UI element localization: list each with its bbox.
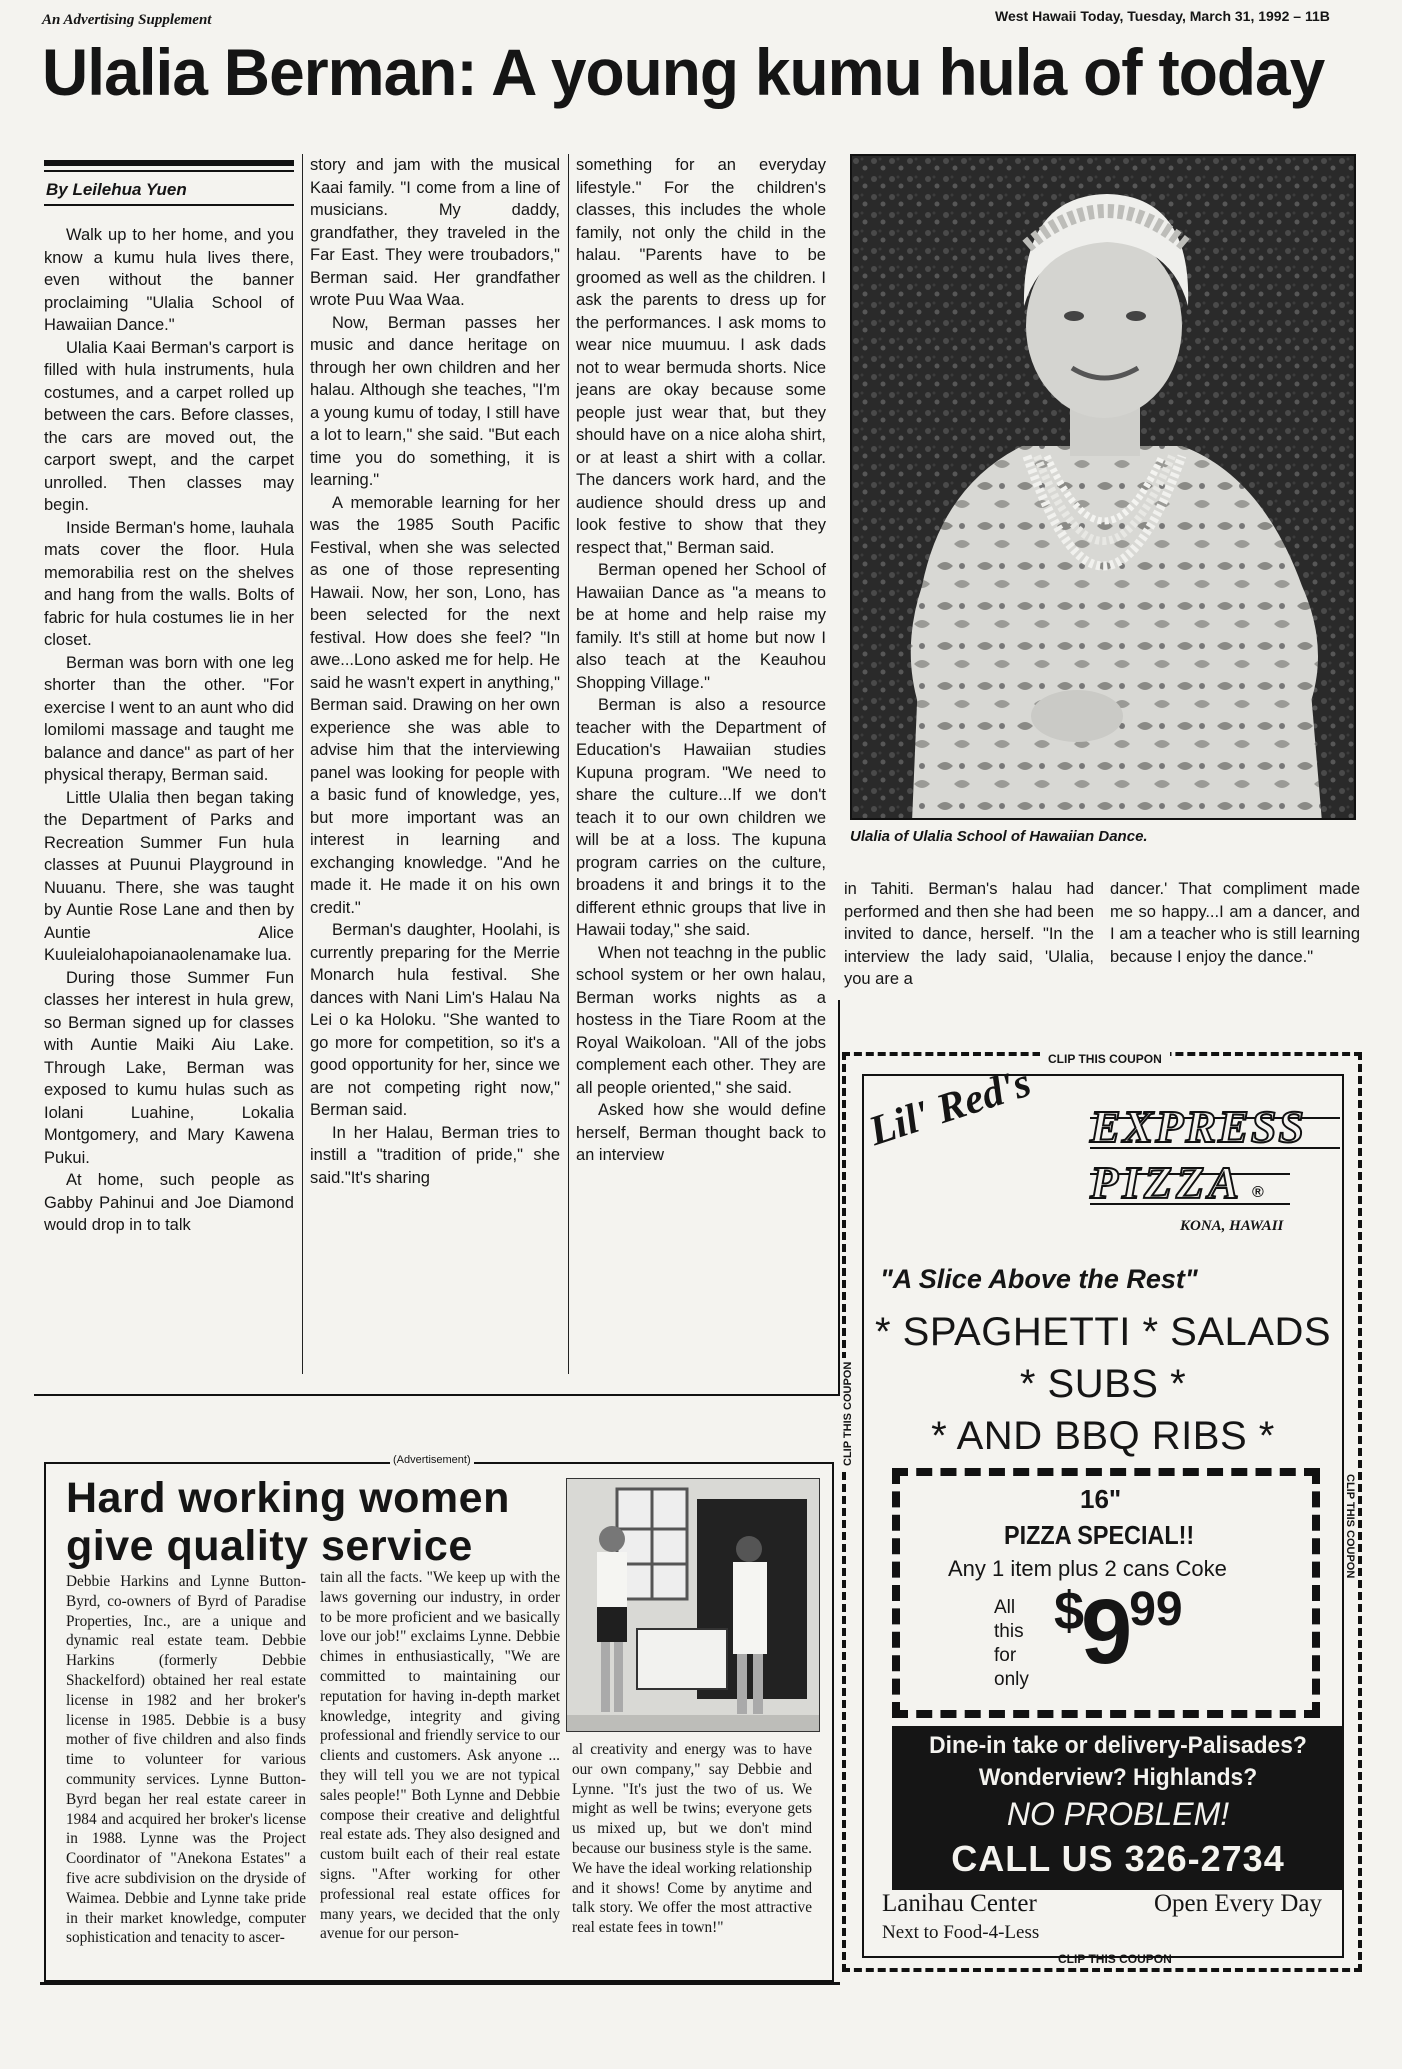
paragraph: Walk up to her home, and you know a kumu hula lives there, even without the banner proclaiming "Ulalia School of Hawaiian Dance." (44, 226, 294, 334)
word-this: this (994, 1621, 1024, 1642)
paragraph: Berman's daughter, Hoolahi, is currently preparing for the Merrie Monarch hula festival. She dances with Nani Lim's Halau Na Lei o ka Holoku. "She wanted to go more for competition, so it's a good opportunity for her, since we are not competing right now," Berman said. (310, 921, 560, 1119)
byline: By Leilehua Yuen (46, 180, 187, 199)
advertisement-bottom-rule (40, 1982, 840, 1985)
menu-line-1: * SPAGHETTI * SALADS (874, 1310, 1332, 1354)
store-landmark: Next to Food-4-Less (882, 1922, 1040, 1943)
paragraph: During those Summer Fun classes her interest in hula grew, so Berman signed up for classes with Auntie Maiki Aiu Lake. Through Lake, Berman was exposed to kumu hulas such as Iolani Luahine, Lokalia Montgomery, and Mary Kawena Pukui. (44, 968, 294, 1167)
store-hours: Open Every Day (1154, 1890, 1322, 1917)
phone-number[interactable]: CALL US 326-2734 (951, 1838, 1285, 1879)
advertisement-column-1: Debbie Harkins and Lynne Button-Byrd, co-owners of Byrd of Paradise Properties, Inc., are a unique and dynamic real estate team. Debbie Harkins (formerly Debbie Shackelford) obtained her real estate license in 1982 and her broker's license in 1985. Debbie is a busy mother of five children and also finds time to volunteer for various community services. Lynne Button-Byrd began her real estate career in 1984 and acquired her broker's license in 1988. Lynne was the Project Coordinator of "Anekona Estates" a five acre subdivision on the dryside of Waimea. Debbie and Lynne take pride in their market knowledge, computer sophistication and tenacity to ascer- (66, 1573, 306, 1947)
word-all: All (994, 1597, 1016, 1618)
delivery-line-2: Wonderview? Highlands? (978, 1764, 1258, 1791)
advertisement-title: Hard working women give quality service (66, 1474, 510, 1570)
headline: Ulalia Berman: A young kumu hula of today (42, 35, 1325, 109)
price-cents: 99 (1129, 1583, 1183, 1636)
paragraph: in Tahiti. Berman's halau had performed and then she had been invited to dance, herself. "In the interview the lady said, 'Ulalia, you are a (844, 880, 1094, 988)
clip-label-bottom: CLIP THIS COUPON (1050, 1952, 1180, 1966)
paragraph: At home, such people as Gabby Pahinui and Joe Diamond would drop in to talk (44, 1171, 294, 1234)
realtors-illustration (567, 1479, 820, 1732)
price-dollar-sign: $ (1054, 1581, 1082, 1641)
word-for: for (994, 1645, 1017, 1666)
special-all-this-for-only (994, 1596, 1029, 1692)
slogan: "A Slice Above the Rest" (880, 1264, 1198, 1294)
article-column-5 (1110, 878, 1360, 988)
paragraph: Inside Berman's home, lauhala mats cover the floor. Hula memorabilia rest on the shelves and hang from the walls. Bolts of fabric for hula costumes lie in her closet. (44, 518, 294, 649)
realtors-photo (566, 1478, 820, 1732)
logo-pizza: PIZZA (1090, 1157, 1243, 1208)
paragraph: dancer.' That compliment made me so happy...I am a dancer, and I am a teacher who is still learning because I enjoy the dance." (1110, 880, 1360, 966)
delivery-line-1: Dine-in take or delivery-Palisades? (929, 1732, 1307, 1759)
advertisement-column-2: tain all the facts. "We keep up with the laws governing our industry, in order to be more proficient and we basically love our job!" exclaims Lynne. Debbie chimes in enthusiastically, "We are committed to maintaining our reputation for having in-depth market knowledge, integrity and giving professional and friendly service to our clients and customers. Ask anyone ... they will tell you we are not typical sales people!" Both Lynne and Debbie compose their creative and delightful real estate ads. They also designed and custom built each of their real estate signs. "After working for other professional real estate offices for many years, we decided that the only avenue for our person- (320, 1569, 560, 1943)
portrait-illustration (852, 156, 1356, 820)
story-bottom-rule (34, 1394, 840, 1396)
byline-rule-bottom (44, 204, 294, 206)
delivery-callout (892, 1726, 1344, 1890)
paragraph: Ulalia Kaai Berman's carport is filled with hula instruments, hula costumes, and a carpet rolled up between the cars. Before classes, the cars are moved out, the carport swept, and the carpet unrolled. Then classes may begin. (44, 338, 294, 514)
paragraph: In her Halau, Berman tries to instill a "tradition of pride," she said."It's sharing (310, 1123, 560, 1187)
byline-rule-thick (44, 160, 294, 166)
paragraph: Berman is also a resource teacher with the Department of Education's Hawaiian studies Kupuna program. "We need to share the culture...If we don't teach it to our own children we will be at a loss. The kupuna program carries on the culture, broadens it and brings it to the different ethnic groups that live in Hawaii today," she said. (576, 696, 826, 939)
paragraph: When not teachng in the public school system or her own halau, Berman works nights as a hostess in the Tiare Room at the Royal Waikoloan. "All of the jobs complement each other. They are all people oriented," she said. (576, 943, 826, 1097)
dateline: West Hawaii Today, Tuesday, March 31, 1992 – 11B (995, 8, 1330, 24)
paragraph: Little Ulalia then began taking the Department of Parks and Recreation Summer Fun hula classes at Puunui Playground in Nuuanu. There, she was taught by Auntie Rose Lane and then by Auntie Alice Kuuleialohapoianaolenamake lua. (44, 788, 294, 964)
paragraph: Berman opened her School of Hawaiian Dance as "a means to be at home and help raise my family. It's still at home but now I also teach at the Keauhou Shopping Village." (576, 561, 826, 692)
article-column-1 (44, 224, 294, 1374)
byline-rule-thin (44, 170, 294, 172)
store-location: Lanihau Center (882, 1890, 1037, 1917)
article-column-4 (844, 878, 1094, 988)
clip-label-left: CLIP THIS COUPON (842, 1358, 854, 1470)
special-title: PIZZA SPECIAL!! (1004, 1520, 1195, 1550)
price-main: 9 (1081, 1581, 1130, 1683)
paragraph: something for an everyday lifestyle." For the children's classes, this includes the whole family, not only the child in the halau. "Parents have to be groomed as well as the children. I ask the parents to dress up for the performances. I ask moms to wear nice muumuu. I ask dads not to wear bermuda shorts. Nice jeans are okay because some people just wear that, but they should have on a nice aloha shirt, or at least a shirt with a collar. The dancers work hard, and the audience should dress up and look festive to show that they respect that," Berman said. (576, 156, 826, 557)
portrait-photo (850, 154, 1356, 820)
logo-express: EXPRESS (1090, 1101, 1306, 1152)
column-divider (302, 154, 303, 1374)
clip-label-right: CLIP THIS COUPON (1344, 1470, 1356, 1582)
menu-line-3: * AND BBQ RIBS * (931, 1414, 1275, 1458)
clip-label-top: CLIP THIS COUPON (1040, 1052, 1170, 1066)
no-problem-text: NO PROBLEM! (1006, 1796, 1230, 1832)
article-column-2 (310, 154, 560, 1374)
location-label: KONA, HAWAII (1180, 1218, 1284, 1234)
paragraph: Asked how she would define herself, Berman thought back to an interview (576, 1101, 826, 1164)
word-only: only (994, 1669, 1029, 1690)
special-description: Any 1 item plus 2 cans Coke (948, 1556, 1227, 1581)
paragraph: Berman was born with one leg shorter than the other. "For exercise I went to an aunt who did lomilomi massage and taught me balance and dance" as part of her physical therapy, Berman said. (44, 653, 294, 784)
supplement-label: An Advertising Supplement (42, 12, 212, 28)
registered-mark: ® (1252, 1184, 1264, 1201)
menu-line-2: * SUBS * (1019, 1362, 1187, 1406)
column-divider (568, 154, 569, 1374)
logo-script-lilreds: Lil' Red's (863, 1059, 1037, 1156)
article-column-3 (576, 154, 826, 1374)
paragraph: story and jam with the musical Kaai family. "I come from a line of musicians. My daddy, grandfather, they traveled in the Far East. They were troubadors," Berman said. Her grandfather wrote Puu Waa Waa. (310, 156, 560, 309)
special-price (1054, 1580, 1183, 1685)
photo-caption: Ulalia of Ulalia School of Hawaiian Dance. (850, 828, 1148, 845)
paragraph: Now, Berman passes her music and dance heritage on through her own children and her halau. Although she teaches, "I'm a young kumu of today, I still have a lot to learn," she said. "But each time you do something, it is learning." (310, 313, 560, 489)
special-size: 16" (1080, 1484, 1122, 1514)
advertisement-label: (Advertisement) (390, 1454, 474, 1466)
story-right-rule (838, 1000, 840, 1396)
advertisement-column-3: al creativity and energy was to have our own company," say Debbie and Lynne. "It's just the two of us. We might as well be twins; everyone gets us mixed up, but we don't mind because our business style is the same. We have the ideal working relationship and it shows! Come by anytime and talk story. We offer the most attractive real estate fees in town!" (572, 1741, 812, 1937)
paragraph: A memorable learning for her was the 1985 South Pacific Festival, when she was selected as one of those representing Hawaii. Now, her son, Lono, has been selected for the next festival. How does she feel? "In awe...Lono asked me for help. He said he wasn't expert in anything," Berman said. Drawing on her own experience she was able to advise him that the interviewing panel was looking for people with a basic fund of knowledge, yes, but more important was an interest in learning and exchanging knowledge. "And he made it. He made it on his own credit." (310, 493, 560, 917)
